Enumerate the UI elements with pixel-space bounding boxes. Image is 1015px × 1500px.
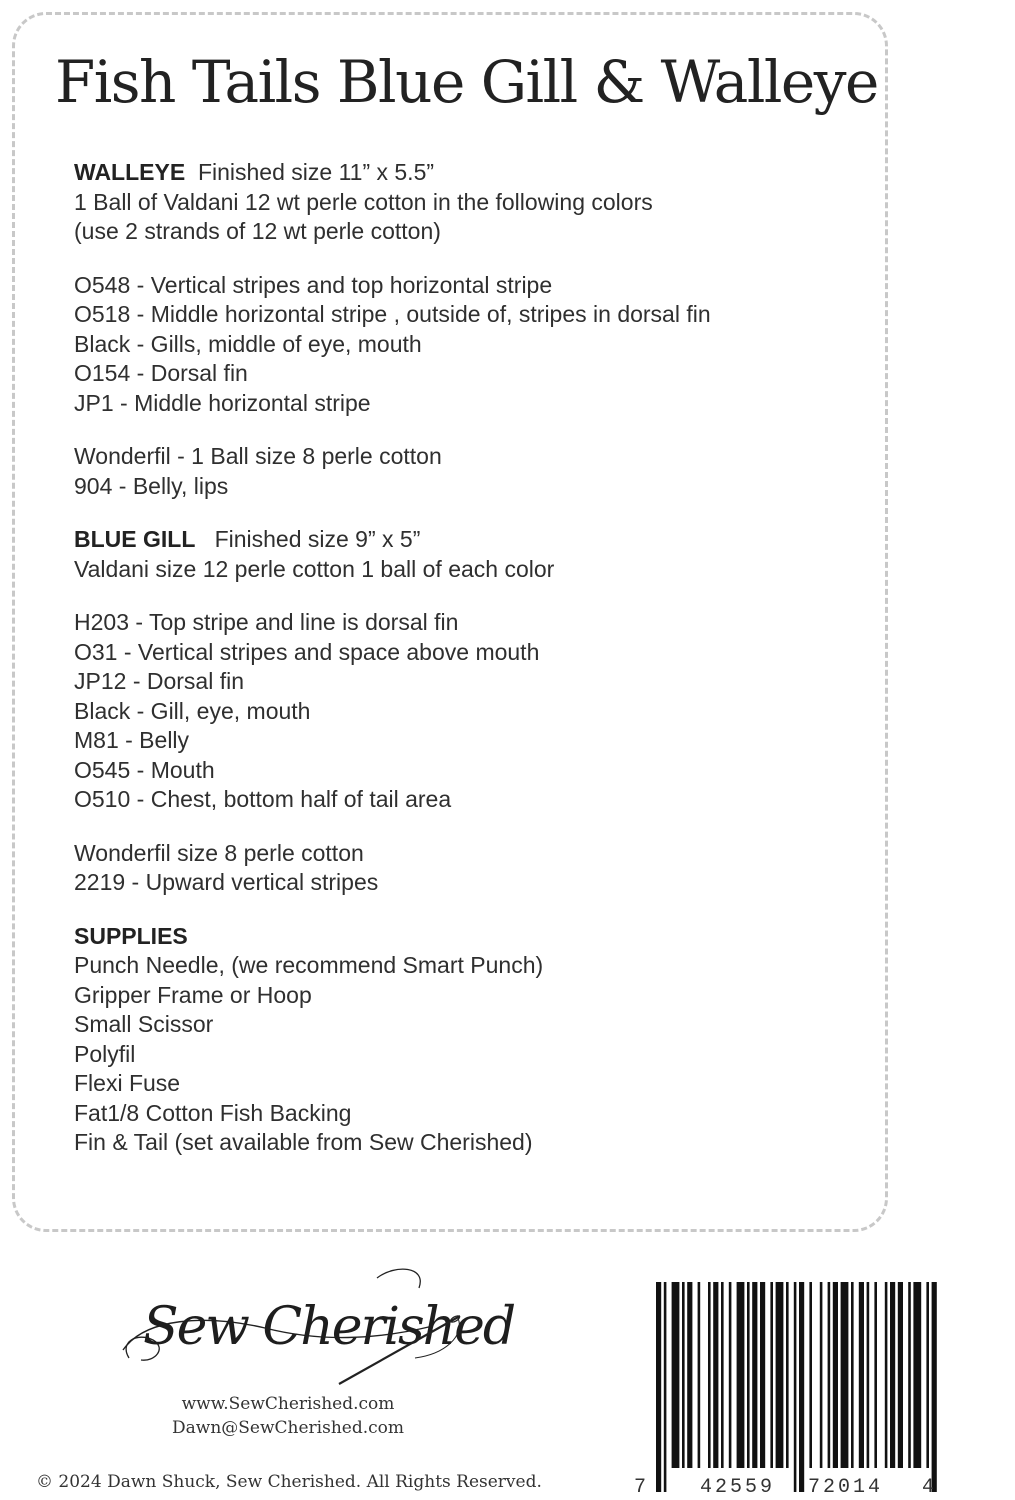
- sew-cherished-logo: [115, 1262, 515, 1390]
- walleye-color-item: O518 - Middle horizontal stripe , outside of, stripes in dorsal fin: [74, 301, 711, 327]
- barcode-bar: [708, 1282, 711, 1468]
- barcode-bar: [752, 1282, 757, 1468]
- barcode-bar: [820, 1282, 823, 1468]
- barcode-bar: [698, 1282, 701, 1468]
- barcode-group-2: 72014: [808, 1476, 884, 1499]
- supply-item: Fat1/8 Cotton Fish Backing: [74, 1099, 352, 1126]
- barcode-bar: [682, 1282, 685, 1468]
- supply-item: Gripper Frame or Hoop: [74, 981, 312, 1008]
- walleye-color-item: JP1 - Middle horizontal stripe: [74, 389, 371, 416]
- barcode-digit-left: 7: [634, 1476, 650, 1499]
- bluegill-color-item: H203 - Top stripe and line is dorsal fin: [74, 609, 459, 635]
- supply-item: Punch Needle, (we recommend Smart Punch): [74, 952, 544, 978]
- walleye-color-item: O548 - Vertical stripes and top horizontal stripe: [74, 271, 553, 298]
- barcode-bars: [656, 1282, 937, 1492]
- barcode-bar: [713, 1282, 718, 1468]
- barcode-bar: [908, 1282, 911, 1468]
- barcode-bar: [799, 1282, 804, 1492]
- supply-item: Flexi Fuse: [74, 1070, 181, 1096]
- barcode-bar: [885, 1282, 888, 1468]
- barcode-bar: [760, 1282, 765, 1468]
- barcode-bar: [841, 1282, 849, 1468]
- bluegill-heading: BLUE GILL: [74, 526, 196, 552]
- barcode-bar: [867, 1282, 870, 1468]
- barcode-bar: [737, 1282, 745, 1468]
- barcode-bar: [664, 1282, 667, 1492]
- bluegill-color-item: O545 - Mouth: [74, 756, 215, 783]
- walleye-size: Finished size 11” x 5.5”: [197, 159, 435, 185]
- barcode-bar: [833, 1282, 838, 1468]
- barcode-bar: [776, 1282, 784, 1468]
- bluegill-color-item: Black - Gill, eye, mouth: [74, 697, 311, 724]
- walleye-color-item: O154 - Dorsal fin: [74, 360, 248, 386]
- walleye-heading: WALLEYE: [74, 159, 186, 185]
- walleye-note: (use 2 strands of 12 wt perle cotton): [74, 218, 441, 244]
- walleye-color-item: Black - Gills, middle of eye, mouth: [74, 330, 422, 357]
- barcode-bar: [926, 1282, 929, 1468]
- website-link[interactable]: www.SewCherished.com: [181, 1394, 395, 1414]
- barcode-bar: [794, 1282, 797, 1492]
- pattern-details: [74, 158, 874, 1158]
- bluegill-color-item: M81 - Belly: [74, 727, 190, 753]
- barcode: [630, 1282, 950, 1500]
- barcode-bar: [809, 1282, 812, 1468]
- walleye-intro: 1 Ball of Valdani 12 wt perle cotton in the following colors: [74, 188, 653, 215]
- walleye-wonderfil-item: Wonderfil - 1 Ball size 8 perle cotton: [74, 443, 442, 469]
- supplies-heading: SUPPLIES: [74, 922, 188, 949]
- copyright-notice: © 2024 Dawn Shuck, Sew Cherished. All Rights Reserved.: [36, 1472, 542, 1492]
- bluegill-header: [74, 525, 874, 555]
- walleye-header: [74, 158, 874, 188]
- barcode-bar: [747, 1282, 750, 1468]
- bluegill-size: Finished size 9” x 5”: [214, 526, 421, 552]
- email-link[interactable]: Dawn@SewCherished.com: [172, 1418, 404, 1438]
- barcode-bar: [656, 1282, 661, 1492]
- bluegill-intro: Valdani size 12 perle cotton 1 ball of each color: [74, 555, 555, 582]
- supply-item: Fin & Tail (set available from Sew Cherished): [74, 1129, 533, 1155]
- barcode-bar: [851, 1282, 854, 1468]
- barcode-bar: [913, 1282, 921, 1468]
- barcode-bar: [898, 1282, 903, 1468]
- barcode-bar: [786, 1282, 789, 1468]
- page-title: Fish Tails Blue Gill & Walleye: [55, 48, 878, 116]
- barcode-bar: [721, 1282, 724, 1468]
- barcode-bar: [770, 1282, 773, 1468]
- barcode-bar: [828, 1282, 831, 1468]
- bluegill-color-item: JP12 - Dorsal fin: [74, 668, 245, 694]
- barcode-bar: [729, 1282, 732, 1468]
- barcode-bar: [859, 1282, 864, 1468]
- bluegill-color-item: O31 - Vertical stripes and space above mouth: [74, 638, 540, 665]
- barcode-bar: [890, 1282, 895, 1468]
- barcode-group-1: 42559: [700, 1476, 776, 1499]
- barcode-bar: [874, 1282, 877, 1468]
- barcode-bar: [672, 1282, 680, 1468]
- walleye-wonderfil-item: 904 - Belly, lips: [74, 472, 229, 499]
- barcode-bar: [687, 1282, 692, 1468]
- supply-item: Polyfil: [74, 1040, 136, 1067]
- bluegill-color-item: O510 - Chest, bottom half of tail area: [74, 786, 452, 812]
- supply-item: Small Scissor: [74, 1011, 214, 1037]
- barcode-bar: [932, 1282, 937, 1492]
- bluegill-wonderfil-item: Wonderfil size 8 perle cotton: [74, 839, 364, 866]
- barcode-digit-right: 4: [922, 1476, 938, 1499]
- bluegill-wonderfil-item: 2219 - Upward vertical stripes: [74, 869, 379, 895]
- svg-text:Sew Cherished: Sew Cherished: [143, 1297, 515, 1357]
